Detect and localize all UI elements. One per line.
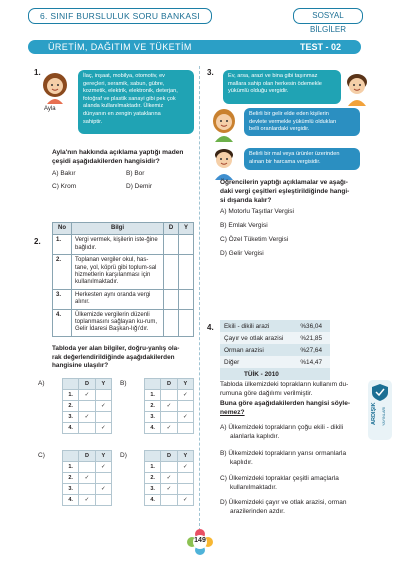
- row-y-cell[interactable]: [179, 235, 194, 255]
- table-header-row: [53, 223, 194, 235]
- option-line: arazilerinden azdır.: [230, 508, 285, 515]
- option-text: Motorlu Taşıtlar Vergisi: [228, 208, 294, 215]
- q4-option-c[interactable]: [220, 474, 339, 492]
- question-4-stem: [220, 399, 370, 417]
- row-d-cell[interactable]: [164, 255, 179, 290]
- row-text: Toplanan vergiler okul, has-tane, yol, köprü gibi toplum-sal hizmetlerin karşılanması için kullanılmaktadır.: [72, 255, 164, 290]
- unit-title: ÜRETİM, DAĞITIM VE TÜKETİM: [48, 42, 192, 52]
- grid-row: [63, 423, 112, 434]
- option-letter: B): [220, 450, 227, 457]
- column-divider: [199, 66, 200, 531]
- land-value: %14,47: [296, 356, 330, 368]
- option-text: Ülkemizdeki toprakların yarısı ormanlarla: [228, 450, 347, 457]
- option-letter: B): [126, 170, 133, 177]
- stem-line: daki vergi çeşitleri eşleştirildiğinde hangi-: [220, 188, 350, 195]
- land-label: Ekili - dikili arazi: [220, 320, 296, 332]
- option-text: Gelir Vergisi: [228, 250, 264, 257]
- grid-row-no: 4.: [145, 495, 161, 506]
- option-letter: C): [220, 236, 227, 243]
- grid-cell: [161, 495, 177, 506]
- page-number: 149: [194, 537, 206, 544]
- check-mark-icon: ✓: [183, 414, 188, 420]
- stem-line: rak değerlendirildiğinde aşağıdakilerden: [52, 353, 175, 361]
- speaker-name: Ayla: [44, 106, 56, 112]
- q2-option-letter[interactable]: D): [120, 452, 127, 459]
- grid-row: [63, 495, 112, 506]
- grid-header-row: [63, 451, 112, 462]
- question-3-stem: [220, 178, 368, 205]
- bubble-line: Belirli bir gelir elde eden kişilerin: [249, 111, 329, 117]
- row-text: Vergi vermek, kişilerin iste-ğine bağlıdır.: [72, 235, 164, 255]
- question-2-stem: [52, 345, 198, 371]
- bubble-line: mallara sahip olan herkesin ödemekle: [228, 80, 322, 87]
- grid-row-no: 2.: [63, 401, 79, 412]
- q2-answer-grid: [144, 450, 194, 506]
- header-no: No: [53, 223, 72, 235]
- header-y: Y: [179, 223, 194, 235]
- grid-cell: [161, 390, 177, 401]
- grid-cell: [161, 412, 177, 423]
- q2-answer-grid: [62, 378, 112, 434]
- option-text: Özel Tüketim Vergisi: [228, 236, 289, 243]
- grid-cell: [95, 401, 111, 412]
- table-source: TÜİK - 2010: [220, 368, 330, 380]
- bubble-line: sahiptir.: [83, 118, 103, 125]
- q3-option-d[interactable]: [220, 250, 264, 258]
- ayla-avatar: [40, 72, 70, 106]
- grid-cell: [177, 423, 193, 434]
- test-label: TEST - 02: [300, 42, 342, 52]
- grid-header: Y: [95, 379, 111, 390]
- q2-option-letter[interactable]: C): [38, 452, 45, 459]
- q1-option-d[interactable]: [126, 183, 152, 191]
- check-mark-icon: ✓: [84, 497, 90, 503]
- girl-avatar-icon: [210, 108, 238, 142]
- grid-row: [63, 390, 112, 401]
- bubble-line: fotoğraf ve plastik sanayi gibi pek çok: [83, 95, 176, 102]
- option-line: kullanılmaktadır.: [230, 484, 277, 491]
- q4-option-b[interactable]: [220, 449, 346, 467]
- check-mark-icon: ✓: [183, 392, 188, 398]
- check-mark-icon: ✓: [166, 403, 172, 409]
- bubble-line: Belirli bir mal veya ürünler üzerinden: [249, 151, 340, 157]
- grid-row: [145, 423, 194, 434]
- logo-name: ARDIŞIK: [371, 402, 377, 426]
- bubble-line: İlaç, inşaat, mobilya, otomotiv, ev: [83, 73, 165, 79]
- row-no: 1.: [53, 235, 72, 255]
- question-1-number: 1.: [34, 68, 41, 77]
- row-y-cell[interactable]: [179, 309, 194, 336]
- grid-row-no: 3.: [63, 484, 79, 495]
- land-label: Diğer: [220, 356, 296, 368]
- option-text: Demir: [134, 183, 153, 190]
- grid-cell: [79, 401, 95, 412]
- table-row: [220, 356, 330, 368]
- grid-cell: [177, 473, 193, 484]
- check-mark-icon: ✓: [101, 464, 106, 470]
- check-mark-icon: ✓: [101, 403, 106, 409]
- grid-row: [145, 390, 194, 401]
- subject-badge: SOSYAL BİLGİLER: [293, 8, 363, 24]
- q2-answer-grid: [62, 450, 112, 506]
- intro-line: Tabloda ülkemizdeki toprakların kullanım du-: [220, 381, 349, 388]
- grid-cell: [79, 495, 95, 506]
- stem-line: hangisine ulaşılır?: [52, 362, 109, 370]
- option-letter: D): [220, 250, 227, 257]
- option-text: Ülkemizdeki topraklar çeşitli amaçlarla: [228, 475, 339, 482]
- grid-row-no: 2.: [145, 473, 161, 484]
- grid-row: [63, 484, 112, 495]
- q1-option-a[interactable]: [52, 170, 75, 178]
- grid-corner: [145, 451, 161, 462]
- check-mark-icon: ✓: [183, 497, 188, 503]
- grid-cell: [177, 401, 193, 412]
- row-d-cell[interactable]: [164, 235, 179, 255]
- row-y-cell[interactable]: [179, 289, 194, 309]
- bubble-line: yükümlü olduğu vergidir.: [228, 88, 289, 95]
- bubble-line: alanda kullanılmaktadır. Ülkemiz: [83, 103, 164, 110]
- row-no: 2.: [53, 255, 72, 290]
- table-row: [220, 332, 330, 344]
- option-line: [220, 449, 346, 458]
- row-text: Herkesten aynı oranda vergi alınır.: [72, 289, 164, 309]
- stem-line: nemez?: [220, 409, 245, 416]
- series-title: 6. SINIF BURSLULUK SORU BANKASI: [28, 8, 212, 24]
- grid-header: D: [79, 379, 95, 390]
- grid-row-no: 2.: [63, 473, 79, 484]
- publisher-logo: [368, 380, 392, 440]
- check-mark-icon: ✓: [166, 425, 172, 431]
- option-text: Bakır: [60, 170, 76, 177]
- grid-cell: [177, 484, 193, 495]
- q2-option-letter[interactable]: A): [38, 380, 45, 387]
- grid-row: [63, 401, 112, 412]
- row-no: 3.: [53, 289, 72, 309]
- bubble-line: alınan bir harcama vergisidir.: [249, 158, 321, 165]
- grid-row-no: 1.: [145, 462, 161, 473]
- grid-row: [145, 495, 194, 506]
- row-y-cell[interactable]: [179, 255, 194, 290]
- land-use-table: [220, 320, 330, 380]
- question-1-stem: [52, 148, 198, 166]
- speech-bubble-1: [223, 70, 341, 104]
- grid-row: [63, 462, 112, 473]
- stem-line: Buna göre aşağıdakilerden hangisi söyle-: [220, 400, 351, 407]
- bubble-line: devlete vermekle yükümlü oldukları: [249, 118, 337, 125]
- option-text: Ülkemizdeki toprakların çoğu ekili - dikili: [228, 424, 344, 431]
- grid-header-row: [145, 451, 194, 462]
- q1-option-b[interactable]: [126, 170, 144, 178]
- grid-cell: [161, 462, 177, 473]
- grid-cell: [79, 462, 95, 473]
- table-row: [53, 255, 194, 290]
- grid-row: [145, 473, 194, 484]
- stem-line: çeşidi aşağıdakilerden hangisidir?: [52, 158, 160, 165]
- check-mark-icon: ✓: [84, 392, 90, 398]
- grid-cell: [79, 473, 95, 484]
- option-line: alanlarla kaplıdır.: [230, 433, 280, 440]
- q1-option-c[interactable]: [52, 183, 76, 191]
- student-avatar-3: [210, 146, 238, 180]
- table-row: [53, 289, 194, 309]
- boy-avatar-icon: [343, 72, 371, 106]
- grid-cell: [95, 423, 111, 434]
- bubble-line: belli oranlardaki vergidir.: [249, 126, 310, 133]
- ayla-speech-bubble: [78, 70, 194, 134]
- grid-row-no: 1.: [63, 390, 79, 401]
- option-line: [220, 498, 346, 507]
- grid-row: [145, 401, 194, 412]
- option-letter: D): [220, 499, 227, 506]
- grid-cell: [177, 412, 193, 423]
- stem-line: Tabloda yer alan bilgiler, doğru-yanlış ola-: [52, 345, 180, 352]
- check-mark-icon: ✓: [183, 464, 188, 470]
- grid-header: D: [79, 451, 95, 462]
- row-d-cell[interactable]: [164, 309, 179, 336]
- shield-icon: [368, 382, 392, 402]
- land-value: %36,04: [296, 320, 330, 332]
- land-label: Orman arazisi: [220, 344, 296, 356]
- grid-row: [63, 412, 112, 423]
- question-3-number: 3.: [207, 68, 214, 77]
- grid-cell: [95, 484, 111, 495]
- option-line: [220, 423, 343, 432]
- stem-line: Ayla'nın hakkında açıklama yaptığı maden: [52, 149, 184, 156]
- grid-row-no: 1.: [63, 462, 79, 473]
- land-value: %27,64: [296, 344, 330, 356]
- bubble-line: kozmetik, elektrik, elektronik, deterjan,: [83, 88, 178, 95]
- intro-line: rumuna göre dağılımı verilmiştir.: [220, 390, 313, 397]
- check-mark-icon: ✓: [84, 414, 90, 420]
- grid-row-no: 4.: [145, 423, 161, 434]
- option-letter: C): [220, 475, 227, 482]
- grid-row: [145, 462, 194, 473]
- check-mark-icon: ✓: [84, 475, 90, 481]
- option-line: [220, 474, 339, 483]
- row-no: 4.: [53, 309, 72, 336]
- option-line: kaplıdır.: [230, 459, 253, 466]
- grid-corner: [145, 379, 161, 390]
- check-mark-icon: ✓: [166, 486, 172, 492]
- grid-cell: [95, 462, 111, 473]
- grid-row-no: 3.: [145, 484, 161, 495]
- student-avatar-1: [343, 72, 371, 106]
- header-bilgi: Bilgi: [72, 223, 164, 235]
- grid-cell: [79, 423, 95, 434]
- check-mark-icon: ✓: [101, 486, 106, 492]
- q4-option-d[interactable]: [220, 498, 346, 516]
- grid-row-no: 3.: [145, 412, 161, 423]
- q3-option-b[interactable]: [220, 222, 268, 230]
- grid-cell: [95, 412, 111, 423]
- option-text: Bor: [134, 170, 145, 177]
- grid-header: Y: [177, 379, 193, 390]
- grid-corner: [63, 451, 79, 462]
- grid-cell: [79, 412, 95, 423]
- student-avatar-2: [210, 108, 238, 142]
- grid-cell: [161, 401, 177, 412]
- grid-corner: [63, 379, 79, 390]
- bubble-line: dünyanın en zengin yataklarına: [83, 110, 161, 117]
- grid-row: [145, 484, 194, 495]
- grid-header: Y: [177, 451, 193, 462]
- girl-avatar-icon: [40, 72, 70, 106]
- option-letter: A): [220, 208, 227, 215]
- option-text: Emlak Vergisi: [228, 222, 268, 229]
- q3-option-c[interactable]: [220, 236, 288, 244]
- option-letter: C): [52, 183, 59, 190]
- option-letter: D): [126, 183, 133, 190]
- grid-row-no: 4.: [63, 423, 79, 434]
- check-mark-icon: ✓: [101, 425, 106, 431]
- check-mark-icon: ✓: [166, 475, 172, 481]
- q4-option-a[interactable]: [220, 423, 343, 441]
- boy-avatar-icon: [210, 146, 238, 180]
- q2-info-table: [52, 222, 194, 337]
- land-label: Çayır ve otlak arazisi: [220, 332, 296, 344]
- grid-header: D: [161, 379, 177, 390]
- grid-cell: [79, 484, 95, 495]
- stem-line: Öğrencilerin yaptığı açıklamalar ve aşağı-: [220, 179, 348, 186]
- grid-row-no: 2.: [145, 401, 161, 412]
- grid-row-no: 3.: [63, 412, 79, 423]
- grid-row: [145, 412, 194, 423]
- grid-header-row: [63, 379, 112, 390]
- header-d: D: [164, 223, 179, 235]
- grid-cell: [161, 423, 177, 434]
- grid-cell: [79, 390, 95, 401]
- q3-option-a[interactable]: [220, 208, 294, 216]
- option-letter: A): [220, 424, 227, 431]
- grid-cell: [177, 390, 193, 401]
- table-row: [220, 344, 330, 356]
- grid-header: D: [161, 451, 177, 462]
- table-source-row: [220, 368, 330, 380]
- land-value: %21,85: [296, 332, 330, 344]
- row-d-cell[interactable]: [164, 289, 179, 309]
- speech-bubble-2: [244, 108, 360, 136]
- table-row: [220, 320, 330, 332]
- question-4-intro: [220, 380, 370, 398]
- grid-cell: [161, 473, 177, 484]
- bubble-line: Ev, arsa, arazi ve bina gibi taşınmaz: [228, 73, 318, 79]
- grid-cell: [177, 495, 193, 506]
- grid-row: [63, 473, 112, 484]
- grid-header-row: [145, 379, 194, 390]
- stem-line: si dışarıda kalır?: [220, 197, 272, 204]
- option-letter: B): [220, 222, 227, 229]
- grid-cell: [161, 484, 177, 495]
- option-text: Ülkemizdeki çayır ve otlak arazisi, orman: [228, 499, 347, 506]
- grid-cell: [95, 473, 111, 484]
- option-letter: A): [52, 170, 59, 177]
- question-2-number: 2.: [34, 237, 41, 246]
- q2-option-letter[interactable]: B): [120, 380, 127, 387]
- grid-cell: [95, 495, 111, 506]
- row-text: Ülkemizde vergilerin düzenli toplanmasını sağlayan ku-rum, Gelir İdaresi Başkan-lığı'dır.: [72, 309, 164, 336]
- table-row: [53, 235, 194, 255]
- speech-bubble-3: [244, 148, 360, 170]
- grid-row-no: 1.: [145, 390, 161, 401]
- grid-row-no: 4.: [63, 495, 79, 506]
- question-4-number: 4.: [207, 323, 214, 332]
- option-text: Krom: [60, 183, 77, 190]
- grid-header: Y: [95, 451, 111, 462]
- table-row: [53, 309, 194, 336]
- q2-answer-grid: [144, 378, 194, 434]
- grid-cell: [177, 462, 193, 473]
- bubble-line: gereçleri, seramik, sabun, gübre,: [83, 80, 165, 87]
- logo-sub: YAYINLARI: [382, 406, 386, 426]
- grid-cell: [95, 390, 111, 401]
